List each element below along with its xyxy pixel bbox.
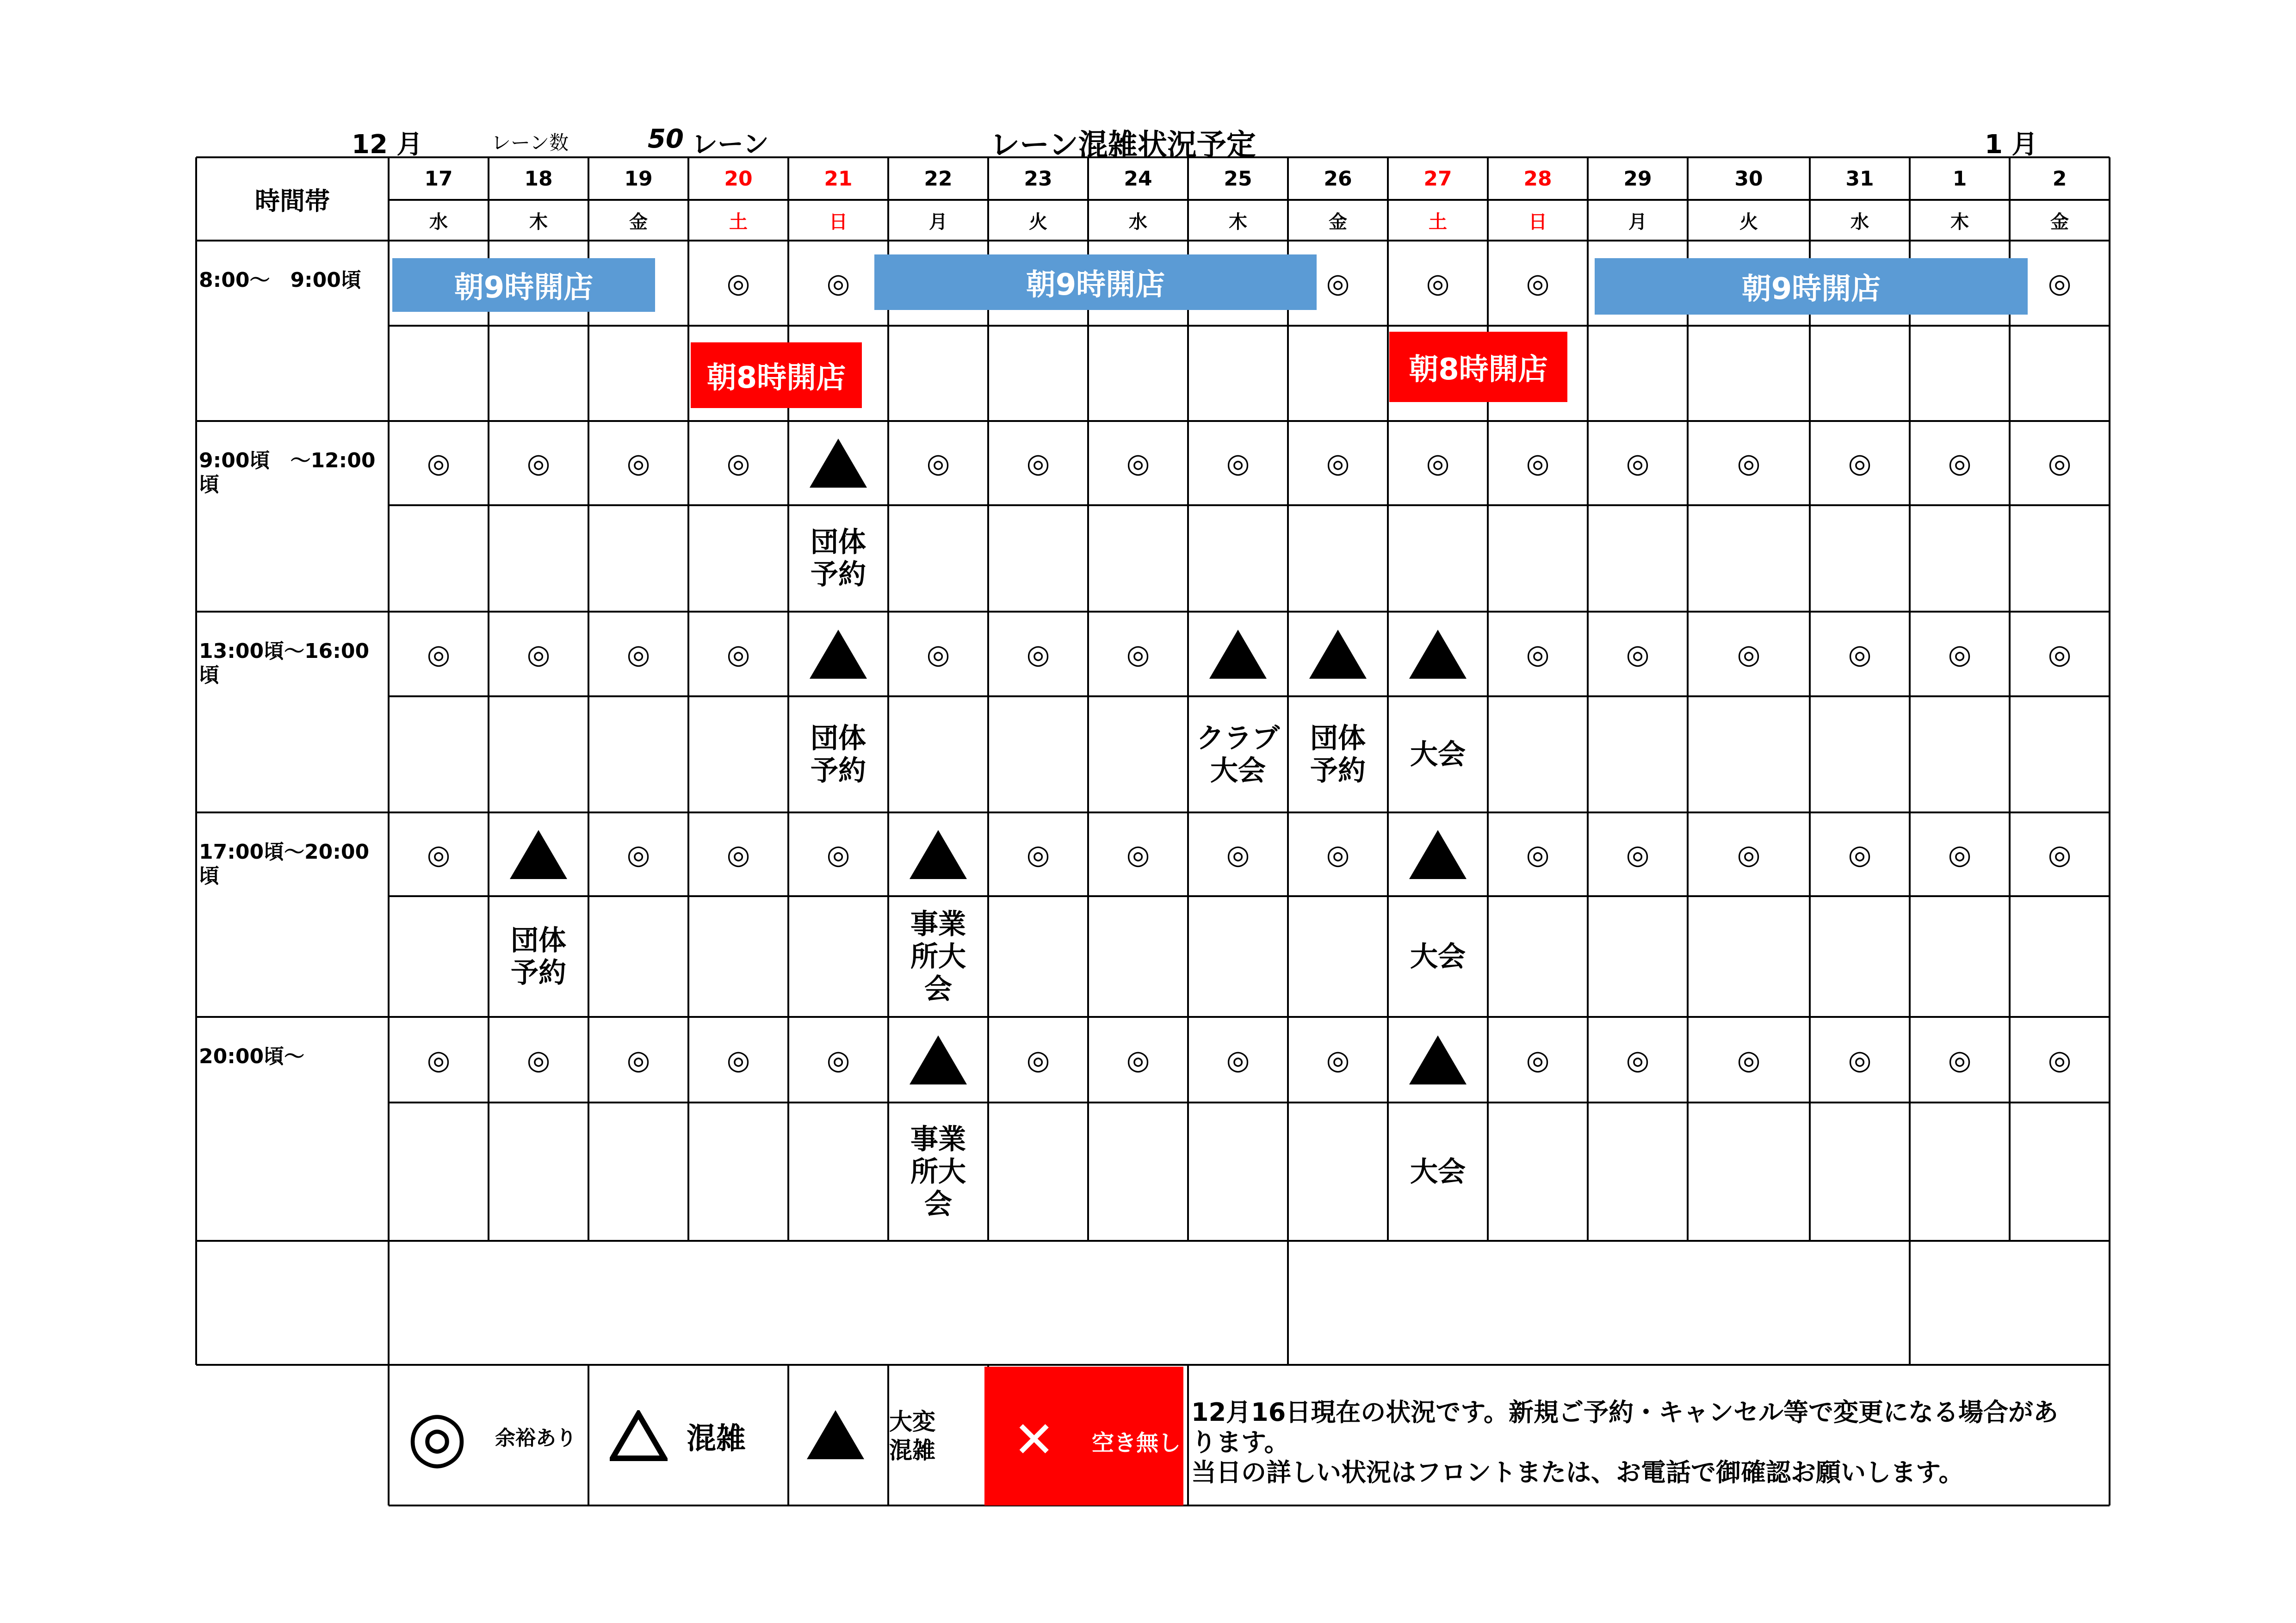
status-ok-icon: ◎ — [526, 447, 551, 479]
status-ok-icon: ◎ — [1526, 267, 1550, 299]
status-ok-icon: ◎ — [1948, 447, 1972, 479]
status-very-busy-icon — [1388, 612, 1488, 696]
slot-note: 大会 — [1410, 738, 1466, 771]
weekday: 水 — [429, 211, 448, 233]
day-number: 21 — [824, 167, 853, 191]
status-ok-icon: ◎ — [2048, 838, 2072, 870]
status-ok-icon: ◎ — [2048, 447, 2072, 479]
triangle-icon — [510, 830, 567, 879]
slot-note: 事業 所大 会 — [910, 1123, 966, 1220]
status-ok-icon: ◎ — [626, 447, 650, 479]
status-ok-icon: ◎ — [1026, 638, 1050, 670]
status-ok-icon: ◎ — [626, 838, 650, 870]
status-ok-icon: ◎ — [726, 1044, 750, 1076]
weekday: 月 — [929, 211, 947, 233]
status-ok-icon: ◎ — [726, 638, 750, 670]
status-ok-icon: ◎ — [826, 267, 850, 299]
triangle-icon — [1209, 630, 1267, 679]
status-ok-icon: ◎ — [626, 1044, 650, 1076]
status-ok-icon: ◎ — [427, 1044, 451, 1076]
status-ok-icon: ◎ — [1848, 638, 1872, 670]
status-ok-icon: ◎ — [726, 447, 750, 479]
month-end: 1 月 — [1985, 130, 2038, 160]
open-9am-banner-3: 朝9時開店 — [1595, 258, 2028, 315]
status-ok-icon: ◎ — [926, 638, 950, 670]
day-number: 31 — [1845, 167, 1874, 191]
weekday: 火 — [1739, 211, 1758, 233]
status-ok-icon: ◎ — [526, 638, 551, 670]
status-ok-icon: ◎ — [1526, 1044, 1550, 1076]
triangle-icon — [810, 630, 867, 679]
status-very-busy-icon — [788, 421, 888, 505]
day-number: 24 — [1124, 167, 1152, 191]
status-ok-icon: ◎ — [1026, 1044, 1050, 1076]
day-number: 27 — [1423, 167, 1452, 191]
lanes-value: 50 — [648, 124, 684, 154]
weekday: 金 — [629, 211, 648, 233]
status-ok-icon: ◎ — [1526, 838, 1550, 870]
status-ok-icon: ◎ — [1948, 1044, 1972, 1076]
legend-very-busy-label: 大変 混雑 — [889, 1408, 935, 1464]
status-ok-icon: ◎ — [1026, 447, 1050, 479]
weekday: 木 — [529, 211, 548, 233]
day-number: 29 — [1623, 167, 1652, 191]
status-ok-icon: ◎ — [2048, 638, 2072, 670]
time-slot-label: 13:00頃～16:00頃 — [199, 639, 370, 687]
status-ok-icon: ◎ — [1948, 838, 1972, 870]
open-9am-banner-2: 朝9時開店 — [874, 254, 1317, 310]
open-9am-banner-1: 朝9時開店 — [392, 258, 655, 312]
weekday: 金 — [1329, 211, 1347, 233]
status-ok-icon: ◎ — [1948, 638, 1972, 670]
day-number: 1 — [1952, 167, 1967, 191]
weekday: 土 — [1429, 211, 1447, 233]
day-number: 25 — [1224, 167, 1252, 191]
status-ok-icon: ◎ — [1737, 1044, 1761, 1076]
status-ok-icon: ◎ — [726, 267, 750, 299]
time-slot-label: 9:00頃 ～12:00頃 — [199, 449, 376, 496]
weekday: 月 — [1628, 211, 1647, 233]
weekday: 木 — [1229, 211, 1247, 233]
triangle-icon — [910, 1035, 967, 1084]
time-slot-label: 17:00頃～20:00頃 — [199, 840, 370, 888]
status-ok-icon: ◎ — [1226, 447, 1250, 479]
triangle-icon — [1409, 1035, 1467, 1084]
slot-note: 事業 所大 会 — [910, 908, 966, 1005]
status-ok-icon: ◎ — [1326, 267, 1350, 299]
slot-note: 団体 予約 — [1310, 722, 1366, 787]
status-ok-icon: ◎ — [1737, 838, 1761, 870]
status-ok-icon: ◎ — [427, 638, 451, 670]
day-number: 20 — [724, 167, 753, 191]
weekday: 水 — [1129, 211, 1147, 233]
status-ok-icon: ◎ — [1848, 838, 1872, 870]
status-ok-icon: ◎ — [626, 638, 650, 670]
day-number: 30 — [1734, 167, 1763, 191]
slot-note: 大会 — [1410, 1155, 1466, 1188]
slot-note: 大会 — [1410, 940, 1466, 973]
status-ok-icon: ◎ — [1226, 838, 1250, 870]
legend-busy-triangle-icon — [610, 1410, 668, 1464]
day-number: 18 — [524, 167, 553, 191]
weekday: 木 — [1950, 211, 1969, 233]
day-number: 17 — [424, 167, 453, 191]
status-very-busy-icon — [489, 812, 588, 896]
status-ok-icon: ◎ — [1526, 447, 1550, 479]
status-ok-icon: ◎ — [2048, 1044, 2072, 1076]
legend-full-label: 空き無し — [1092, 1430, 1181, 1456]
day-number: 28 — [1523, 167, 1552, 191]
legend-full-icon: ✕ — [1013, 1411, 1055, 1469]
weekday: 日 — [1529, 211, 1547, 233]
time-slot-label: 20:00頃～ — [199, 1045, 305, 1068]
status-ok-icon: ◎ — [926, 447, 950, 479]
notice-line-1: 12月16日現在の状況です。新規ご予約・キャンセル等で変更になる場合があ — [1191, 1398, 2058, 1427]
status-ok-icon: ◎ — [1326, 447, 1350, 479]
status-ok-icon: ◎ — [1526, 638, 1550, 670]
page-title: レーン混雑状況予定 — [990, 128, 1256, 162]
status-ok-icon: ◎ — [2048, 267, 2072, 299]
triangle-icon — [810, 439, 867, 488]
status-ok-icon: ◎ — [1326, 838, 1350, 870]
lanes-label: レーン数 — [491, 131, 569, 154]
status-ok-icon: ◎ — [1126, 638, 1150, 670]
status-ok-icon: ◎ — [1737, 638, 1761, 670]
status-ok-icon: ◎ — [826, 838, 850, 870]
status-ok-icon: ◎ — [1426, 267, 1450, 299]
status-very-busy-icon — [788, 612, 888, 696]
legend-busy-label: 混雑 — [687, 1422, 746, 1456]
status-ok-icon: ◎ — [1848, 447, 1872, 479]
status-ok-icon: ◎ — [427, 838, 451, 870]
legend-ok-label: 余裕あり — [495, 1426, 576, 1450]
notice-line-2: ります。 — [1191, 1428, 1289, 1457]
status-ok-icon: ◎ — [1226, 1044, 1250, 1076]
weekday: 金 — [2050, 211, 2069, 233]
status-ok-icon: ◎ — [1126, 447, 1150, 479]
status-ok-icon: ◎ — [1737, 447, 1761, 479]
status-ok-icon: ◎ — [1848, 1044, 1872, 1076]
day-number: 2 — [2052, 167, 2067, 191]
status-ok-icon: ◎ — [1626, 447, 1650, 479]
status-very-busy-icon — [1388, 812, 1488, 896]
status-ok-icon: ◎ — [1426, 447, 1450, 479]
time-slot-label: 8:00～ 9:00頃 — [199, 268, 361, 292]
status-ok-icon: ◎ — [427, 447, 451, 479]
status-ok-icon: ◎ — [1326, 1044, 1350, 1076]
status-ok-icon: ◎ — [526, 1044, 551, 1076]
status-ok-icon: ◎ — [1126, 838, 1150, 870]
open-8am-banner-2: 朝8時開店 — [1389, 332, 1567, 402]
day-number: 22 — [924, 167, 953, 191]
status-ok-icon: ◎ — [726, 838, 750, 870]
time-band-header: 時間帯 — [255, 186, 330, 216]
status-very-busy-icon — [888, 812, 988, 896]
status-ok-icon: ◎ — [826, 1044, 850, 1076]
legend-very-busy-triangle-icon — [807, 1410, 864, 1459]
status-ok-icon: ◎ — [1626, 638, 1650, 670]
slot-note: 団体 予約 — [811, 722, 866, 787]
day-number: 23 — [1024, 167, 1052, 191]
weekday: 水 — [1850, 211, 1869, 233]
month-start: 12 月 — [352, 130, 423, 160]
day-number: 19 — [624, 167, 653, 191]
status-ok-icon: ◎ — [1026, 838, 1050, 870]
open-8am-banner-1: 朝8時開店 — [691, 342, 862, 408]
triangle-icon — [1409, 830, 1467, 879]
status-ok-icon: ◎ — [1126, 1044, 1150, 1076]
notice-line-3: 当日の詳しい状況はフロントまたは、お電話で御確認お願いします。 — [1191, 1458, 1964, 1487]
triangle-icon — [1409, 630, 1467, 679]
status-very-busy-icon — [1288, 612, 1388, 696]
day-number: 26 — [1324, 167, 1352, 191]
status-very-busy-icon — [888, 1017, 988, 1103]
status-ok-icon: ◎ — [1626, 1044, 1650, 1076]
status-very-busy-icon — [1388, 1017, 1488, 1103]
slot-note: クラブ 大会 — [1196, 722, 1280, 787]
triangle-icon — [1309, 630, 1367, 679]
weekday: 火 — [1029, 211, 1047, 233]
legend-ok-symbol: ◎ — [407, 1396, 468, 1476]
status-very-busy-icon — [1188, 612, 1288, 696]
triangle-icon — [910, 830, 967, 879]
status-ok-icon: ◎ — [1626, 838, 1650, 870]
weekday: 土 — [729, 211, 748, 233]
weekday: 日 — [829, 211, 848, 233]
slot-note: 団体 予約 — [811, 526, 866, 591]
lanes-unit: レーン — [692, 130, 769, 160]
slot-note: 団体 予約 — [511, 924, 566, 989]
